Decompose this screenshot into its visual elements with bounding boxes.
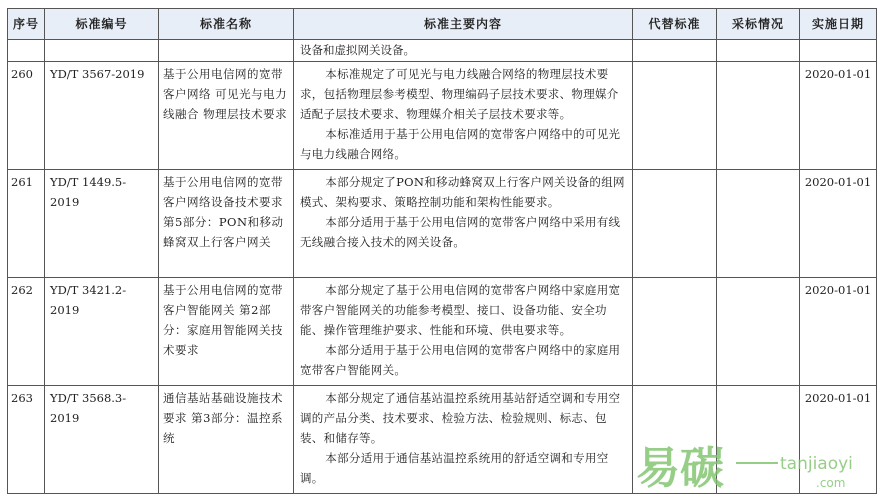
row-content (294, 170, 633, 278)
continuation-text: 设备和虚拟网关设备。 (294, 40, 633, 62)
row-no: 262 (8, 278, 45, 386)
header-name: 标准名称 (159, 9, 294, 40)
row-replaced (633, 62, 717, 170)
header-adoption: 采标情况 (717, 9, 800, 40)
row-name: 基于公用电信网的宽带客户智能网关 第2部分：家庭用智能网关技术要求 (159, 278, 294, 386)
content-para: 本部分适用于基于公用电信网的宽带客户网络中采用有线无线融合接入技术的网关设备。 (300, 215, 621, 249)
row-code: YD/T 3421.2-2019 (45, 278, 159, 386)
row-no: 260 (8, 62, 45, 170)
watermark-en: tanjiaoyi (780, 454, 853, 474)
row-date: 2020-01-01 (800, 386, 877, 494)
header-date: 实施日期 (800, 9, 877, 40)
table-row (8, 278, 877, 386)
row-date: 2020-01-01 (800, 170, 877, 278)
row-code: YD/T 1449.5-2019 (45, 170, 159, 278)
row-adoption (717, 170, 800, 278)
watermark-domain: .com (816, 476, 846, 490)
content-para: 本部分适用于基于公用电信网的宽带客户网络中的家庭用宽带客户智能网关。 (300, 343, 621, 377)
row-name: 通信基站基础设施技术要求 第3部分：温控系统 (159, 386, 294, 494)
row-name: 基于公用电信网的宽带客户网络设备技术要求 第5部分：PON和移动蜂窝双上行客户网关 (159, 170, 294, 278)
table-row (8, 170, 877, 278)
header-row (8, 9, 877, 40)
row-date: 2020-01-01 (800, 62, 877, 170)
table-row (8, 62, 877, 170)
row-code: YD/T 3568.3-2019 (45, 386, 159, 494)
row-replaced (633, 170, 717, 278)
header-code: 标准编号 (45, 9, 159, 40)
header-no: 序号 (8, 9, 45, 40)
row-replaced (633, 278, 717, 386)
row-date: 2020-01-01 (800, 278, 877, 386)
standards-table (7, 8, 877, 494)
row-content (294, 386, 633, 494)
content-para: 本部分适用于通信基站温控系统用的舒适空调和专用空调。 (300, 451, 609, 485)
content-para: 本部分规定了PON和移动蜂窝双上行客户网关设备的组网模式、架构要求、策略控制功能和架构性能要求。 (300, 175, 625, 209)
continuation-row (8, 40, 877, 62)
row-code: YD/T 3567-2019 (45, 62, 159, 170)
row-adoption (717, 62, 800, 170)
header-replaced: 代替标准 (633, 9, 717, 40)
row-no: 263 (8, 386, 45, 494)
watermark-cn: 易碳 (636, 443, 724, 494)
content-para: 本标准适用于基于公用电信网的宽带客户网络中的可见光与电力线融合网络。 (300, 127, 621, 161)
row-content (294, 278, 633, 386)
row-content (294, 62, 633, 170)
row-name: 基于公用电信网的宽带客户网络 可见光与电力线融合 物理层技术要求 (159, 62, 294, 170)
header-content: 标准主要内容 (294, 9, 633, 40)
watermark-logo (628, 429, 878, 499)
row-no: 261 (8, 170, 45, 278)
row-adoption (717, 278, 800, 386)
content-para: 本部分规定了基于公用电信网的宽带客户网络中家庭用宽带客户智能网关的功能参考模型、接口、设备功能、安全功能、操作管理维护要求、性能和环境、供电要求等。 (300, 283, 621, 337)
content-para: 本标准规定了可见光与电力线融合网络的物理层技术要求，包括物理层参考模型、物理编码子层技术要求、物理媒介适配子层技术要求、物理媒介相关子层技术要求等。 (300, 67, 619, 121)
content-para: 本部分规定了通信基站温控系统用基站舒适空调和专用空调的产品分类、技术要求、检验方法、检验规则、标志、包装、和储存等。 (300, 391, 621, 445)
